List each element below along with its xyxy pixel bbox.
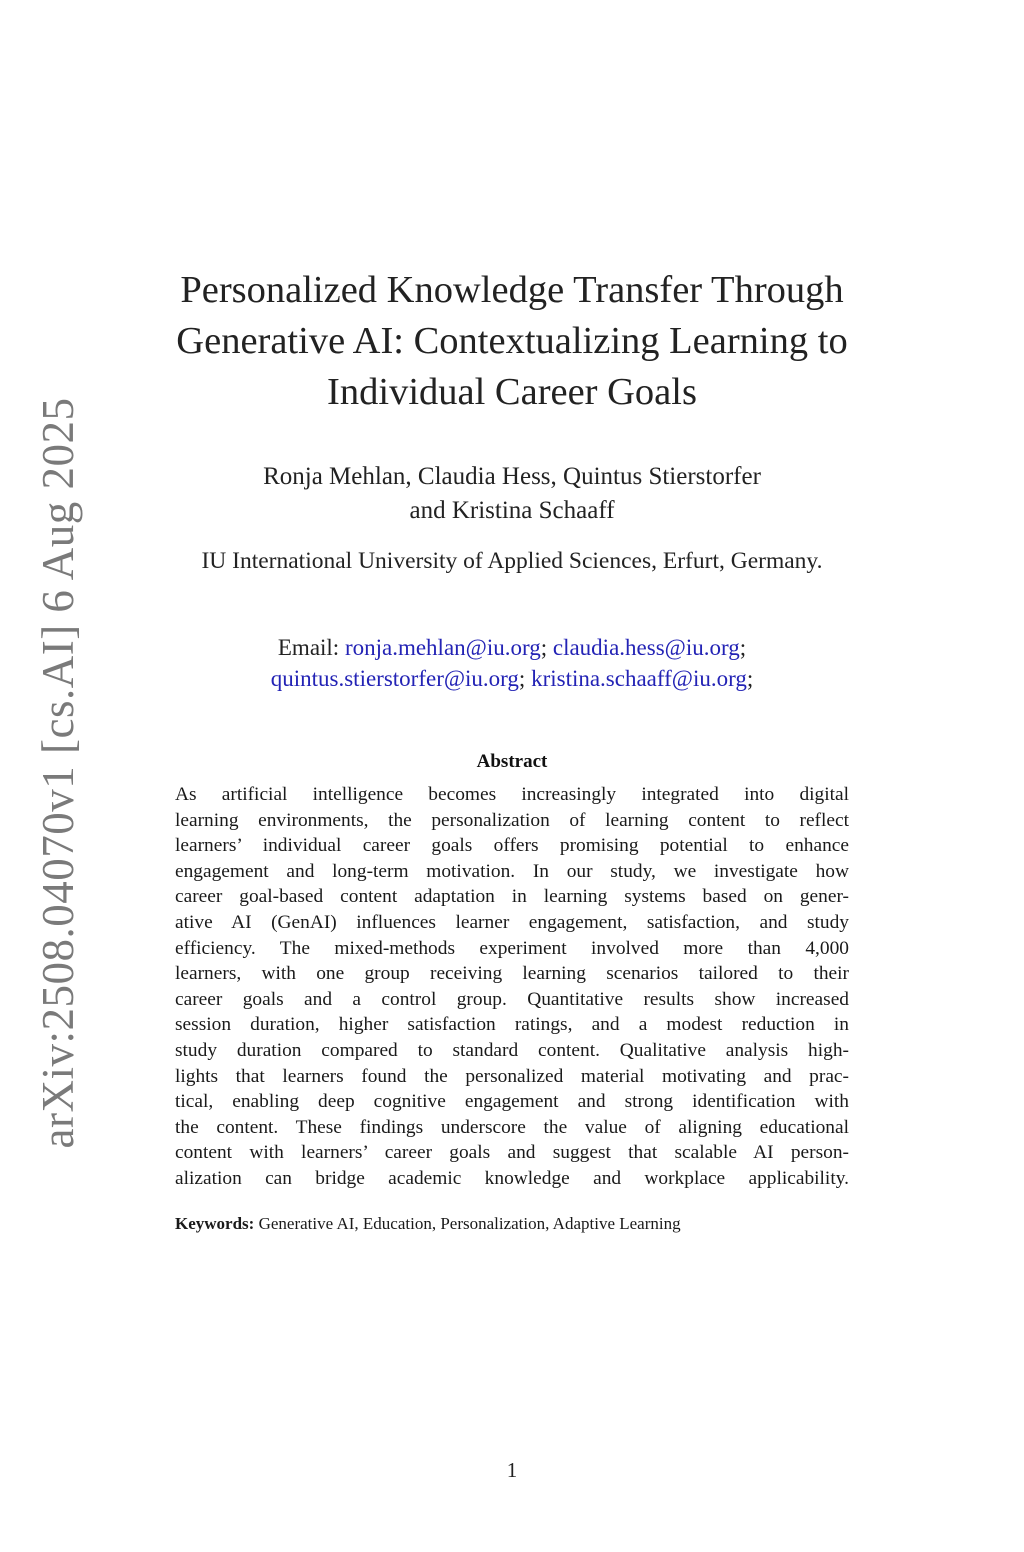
page-number: 1 [506,1458,518,1482]
email-separator: ; [540,635,548,660]
affiliation: IU International University of Applied Sciences, Erfurt, Germany. [201,548,823,574]
abstract-body [175,782,849,1192]
abstract-line: lights that learners found the personalized material motivating and prac- [175,1065,849,1087]
abstract-line: ative AI (GenAI) influences learner engagement, satisfaction, and study [175,911,849,933]
email-link-stierstorfer[interactable]: quintus.stierstorfer@iu.org [270,666,519,691]
abstract-line: the content. These findings underscore the value of aligning educational [175,1116,849,1138]
title-line-2: Generative AI: Contextualizing Learning to [176,320,848,362]
email-line-1 [140,632,884,663]
email-link-schaaff[interactable]: kristina.schaaff@iu.org [531,666,747,691]
email-link-mehlan[interactable]: ronja.mehlan@iu.org [344,635,541,660]
email-separator: ; [739,635,747,660]
keywords-label: Keywords: [175,1214,255,1233]
keywords-value: Generative AI, Education, Personalization, Adaptive Learning [258,1214,681,1233]
email-link-hess[interactable]: claudia.hess@iu.org [552,635,740,660]
abstract-line: learners, with one group receiving learning scenarios tailored to their [175,963,849,985]
abstract-line: study duration compared to standard content. Qualitative analysis high- [175,1039,849,1061]
abstract-line: alization can bridge academic knowledge and workplace applicability. [175,1167,849,1189]
title-line-3: Individual Career Goals [327,371,697,413]
abstract-line: learners’ individual career goals offers promising potential to enhance [175,835,849,857]
authors-line-2: and Kristina Schaaff [409,497,615,524]
authors-line-1: Ronja Mehlan, Claudia Hess, Quintus Stierstorfer [263,463,761,490]
abstract-line: As artificial intelligence becomes increasingly integrated into digital [175,784,849,805]
abstract-line: career goals and a control group. Quantitative results show increased [175,988,849,1010]
abstract-line: session duration, higher satisfaction ratings, and a modest reduction in [175,1014,849,1036]
email-block [140,632,884,694]
abstract-heading: Abstract [476,751,548,772]
arxiv-identifier: arXiv:2508.04070v1 [cs.AI] 6 Aug 2025 [33,397,83,1149]
abstract-line: tical, enabling deep cognitive engagement and strong identification with [175,1091,849,1113]
abstract-line: engagement and long-term motivation. In our study, we investigate how [175,860,849,882]
abstract-line: efficiency. The mixed-methods experiment involved more than 4,000 [175,937,849,959]
title-line-1: Personalized Knowledge Transfer Through [180,269,844,311]
abstract-line: career goal-based content adaptation in learning systems based on gener- [175,886,849,908]
email-label: Email: [277,635,340,660]
abstract-line: learning environments, the personalization of learning content to reflect [175,809,849,831]
abstract-line: content with learners’ career goals and suggest that scalable AI person- [175,1142,849,1164]
keywords [175,1212,849,1236]
paper-title [140,265,884,418]
author-list [140,460,884,528]
email-separator: ; [518,666,526,691]
email-line-2 [140,663,884,694]
email-separator: ; [746,666,754,691]
